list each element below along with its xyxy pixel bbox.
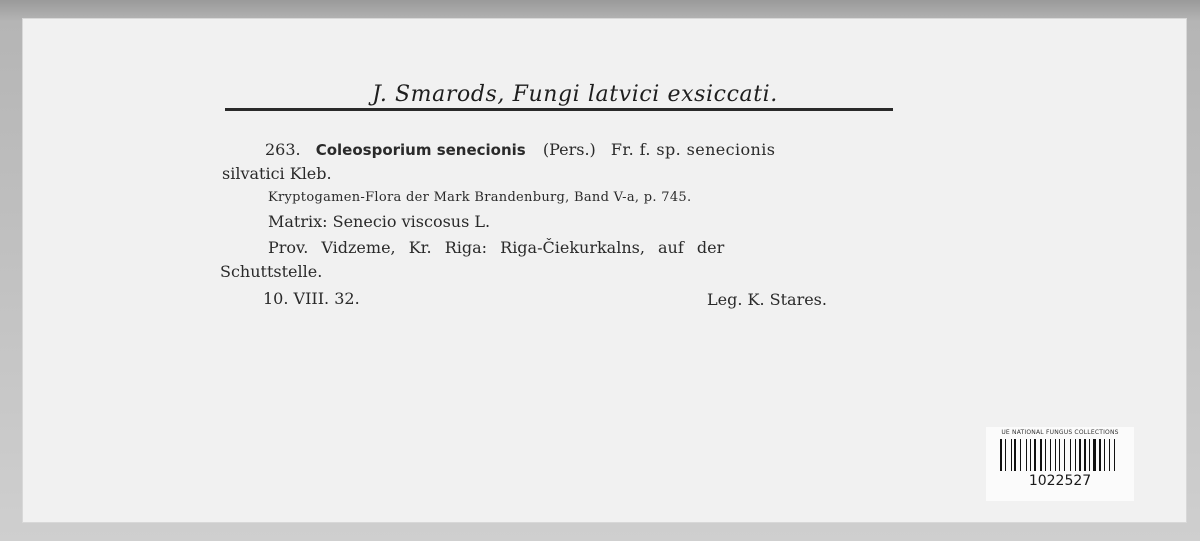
collection-date: 10. VIII. 32. (263, 289, 360, 308)
barcode-number: 1022527 (1028, 473, 1092, 489)
locality-line: Prov. Vidzeme, Kr. Riga: Riga-Čiekurkalns, auf der (268, 238, 725, 257)
taxon-continuation: silvatici Kleb. (222, 164, 332, 183)
label-header: J. Smarods, Fungi latvici exsiccati. (372, 82, 778, 107)
taxon-form: Fr. f. sp. senecionis (610, 140, 776, 159)
locality-continuation: Schuttstelle. (220, 262, 323, 281)
taxon-name: Coleosporium senecionis (315, 141, 526, 159)
exsiccata-number: 263. (265, 140, 301, 159)
matrix-line: Matrix: Senecio viscosus L. (268, 212, 491, 231)
barcode-title: UE NATIONAL FUNGUS COLLECTIONS (1001, 429, 1119, 436)
taxon-author: (Pers.) (542, 140, 596, 159)
barcode-label (986, 427, 1134, 501)
taxon-line (265, 140, 775, 159)
barcode-icon (1000, 439, 1118, 471)
header-rule (225, 108, 893, 111)
collector: Leg. K. Stares. (707, 290, 827, 309)
literature-reference: Kryptogamen-Flora der Mark Brandenburg, Band V-a, p. 745. (268, 190, 692, 205)
